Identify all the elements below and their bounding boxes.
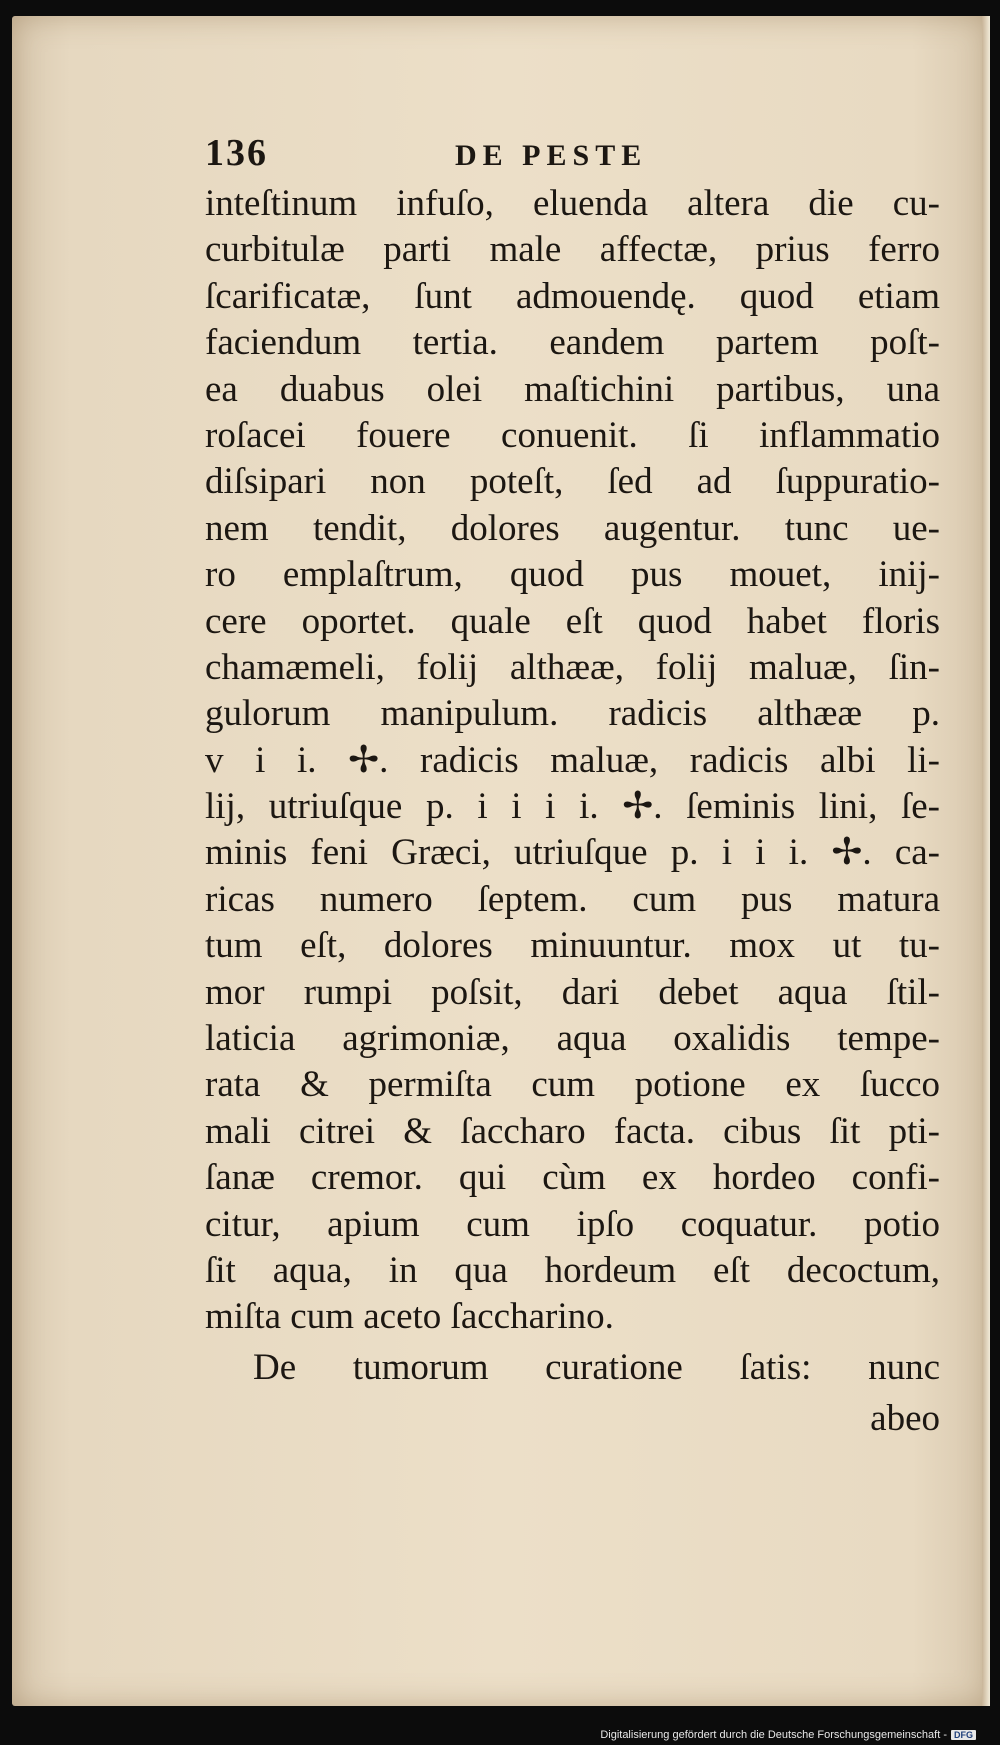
text-line: ſit aqua, in qua hordeum eſt decoctum, <box>205 1249 940 1291</box>
text-line: ro emplaſtrum, quod pus mouet, inij- <box>205 554 940 596</box>
text-line: citur, apium cum ipſo coquatur. potio <box>205 1203 940 1245</box>
text-line: tum eſt, dolores minuuntur. mox ut tu- <box>205 925 940 967</box>
text-line: nem tendit, dolores augentur. tunc ue- <box>205 507 940 549</box>
text-line: curbitulæ parti male affectæ, prius ferro <box>205 229 940 271</box>
text-line: miſta cum aceto ſaccharino. <box>205 1296 614 1338</box>
page-edge <box>982 16 990 1706</box>
text-line: ſcarificatæ, ſunt admouendę. quod etiam <box>205 275 940 317</box>
text-line: ea duabus olei maſtichini partibus, una <box>205 368 940 410</box>
running-head-title: DE PESTE <box>455 139 648 172</box>
text-line: faciendum tertia. eandem partem poſt- <box>205 322 940 364</box>
running-head <box>187 131 957 181</box>
text-line: minis feni Græci, utriuſque p. i i i. ✢. ca- <box>205 832 940 874</box>
book-page <box>12 16 990 1706</box>
text-line: roſacei fouere conuenit. ſi inflammatio <box>205 414 940 456</box>
folio-number: 136 <box>205 132 268 174</box>
text-line: inteſtinum infuſo, eluenda altera die cu- <box>205 183 940 224</box>
dfg-logo: DFG <box>951 1730 976 1740</box>
text-line: chamæmeli, folij althææ, folij maluæ, ſin- <box>205 646 940 688</box>
credit-text: Digitalisierung gefördert durch die Deutsche Forschungsgemeinschaft - <box>600 1729 947 1741</box>
catchword: abeo <box>870 1397 940 1439</box>
text-line: gulorum manipulum. radicis althææ p. <box>205 693 940 735</box>
text-line: cere oportet. quale eſt quod habet floris <box>205 600 940 642</box>
text-line: rata & permiſta cum potione ex ſucco <box>205 1064 940 1106</box>
text-block <box>187 131 957 1444</box>
text-line: laticia agrimoniæ, aqua oxalidis tempe- <box>205 1018 940 1060</box>
text-line: lij, utriuſque p. i i i i. ✢. ſeminis lini, ſe- <box>205 786 940 828</box>
text-line: ſanæ cremor. qui cùm ex hordeo confi- <box>205 1157 940 1199</box>
text-line: ricas numero ſeptem. cum pus matura <box>205 878 940 920</box>
digitization-credit <box>600 1729 976 1741</box>
text-line: mor rumpi poſsit, dari debet aqua ſtil- <box>205 971 940 1013</box>
paragraph-start-line: De tumorum curatione ſatis: nunc <box>253 1346 940 1388</box>
text-line: diſsipari non poteſt, ſed ad ſuppuratio- <box>205 461 940 503</box>
text-line: mali citrei & ſaccharo facta. cibus ſit pti- <box>205 1110 940 1152</box>
body-text <box>205 181 940 1444</box>
text-line: v i i. ✢. radicis maluæ, radicis albi li- <box>205 739 940 781</box>
